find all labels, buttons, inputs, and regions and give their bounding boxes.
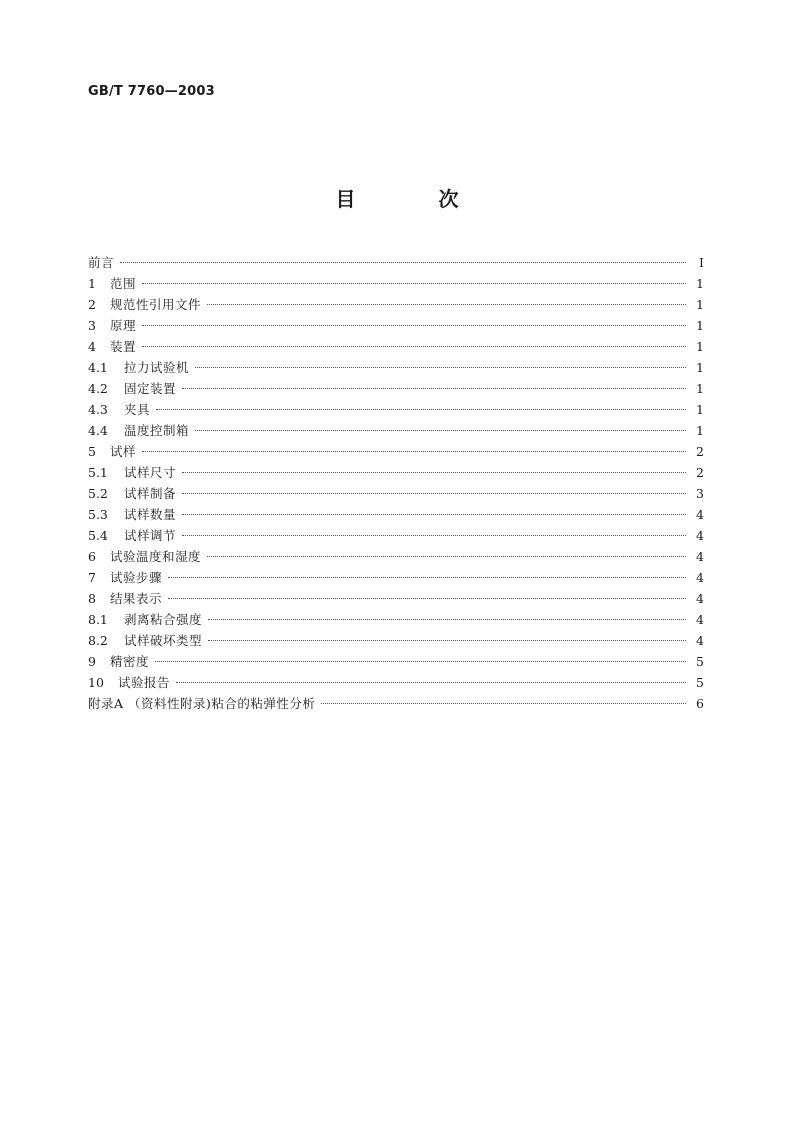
toc-dot-leader [182, 493, 686, 494]
toc-dot-leader [182, 514, 686, 515]
toc-entry[interactable] [88, 378, 704, 399]
toc-dot-leader [207, 304, 686, 305]
toc-dot-leader [182, 535, 686, 536]
toc-entry[interactable] [88, 273, 704, 294]
toc-entry-number: 10 [88, 675, 104, 690]
toc-entry[interactable] [88, 588, 704, 609]
toc-entry-page: 1 [696, 318, 704, 333]
toc-entry-label: 夹具 [124, 402, 151, 417]
toc-entry[interactable] [88, 483, 704, 504]
toc-entry-page: 1 [696, 381, 704, 396]
toc-entry-label: 试验报告 [118, 675, 171, 690]
toc-entry[interactable] [88, 294, 704, 315]
toc-entry-page: 1 [696, 360, 704, 375]
toc-dot-leader [182, 388, 686, 389]
toc-entry-label: 拉力试验机 [124, 360, 190, 375]
toc-entry-number: 7 [88, 570, 96, 585]
toc-entry-label: 试样尺寸 [124, 465, 177, 480]
toc-dot-leader [321, 703, 686, 704]
toc-dot-leader [142, 283, 686, 284]
toc-entry-page: 4 [696, 528, 704, 543]
toc-entry-number: 5 [88, 444, 96, 459]
toc-entry-number: 4.4 [88, 423, 108, 438]
toc-entry-label: 试验步骤 [110, 570, 163, 585]
toc-entry-label: 试样数量 [124, 507, 177, 522]
toc-dot-leader [182, 472, 686, 473]
toc-entry-label: 剥离粘合强度 [124, 612, 203, 627]
toc-entry[interactable] [88, 651, 704, 672]
toc-entry-number: 9 [88, 654, 96, 669]
toc-entry-page: I [699, 255, 704, 270]
toc-entry-page: 4 [696, 633, 704, 648]
toc-dot-leader [207, 556, 686, 557]
toc-entry-label: 规范性引用文件 [110, 297, 202, 312]
toc-entry-number: 8.2 [88, 633, 108, 648]
toc-entry[interactable] [88, 525, 704, 546]
toc-entry-label: 试样调节 [124, 528, 177, 543]
standard-code: GB/T 7760—2003 [88, 84, 215, 99]
table-of-contents [88, 252, 704, 714]
toc-entry[interactable] [88, 252, 704, 273]
toc-entry[interactable] [88, 420, 704, 441]
toc-entry-label: 结果表示 [110, 591, 163, 606]
toc-entry-page: 4 [696, 591, 704, 606]
toc-entry-page: 1 [696, 402, 704, 417]
toc-entry-label: 精密度 [110, 654, 150, 669]
toc-entry-page: 1 [696, 339, 704, 354]
toc-entry-page: 5 [696, 675, 704, 690]
toc-entry-number: 4.2 [88, 381, 108, 396]
toc-entry-page: 4 [696, 549, 704, 564]
toc-entry-label: 试样制备 [124, 486, 177, 501]
toc-entry-label: 试样 [110, 444, 137, 459]
toc-entry-page: 1 [696, 276, 704, 291]
toc-dot-leader [176, 682, 686, 683]
toc-dot-leader [142, 346, 686, 347]
toc-entry-number: 3 [88, 318, 96, 333]
toc-dot-leader [195, 430, 686, 431]
toc-entry[interactable] [88, 609, 704, 630]
toc-entry-page: 2 [696, 444, 704, 459]
toc-entry-page: 6 [696, 696, 704, 711]
toc-entry-number: 5.4 [88, 528, 108, 543]
toc-dot-leader [208, 640, 686, 641]
toc-entry[interactable] [88, 357, 704, 378]
toc-dot-leader [208, 619, 686, 620]
toc-entry-page: 1 [696, 297, 704, 312]
toc-entry-number: 5.1 [88, 465, 108, 480]
toc-entry-label: 试样破坏类型 [124, 633, 203, 648]
toc-dot-leader [142, 451, 686, 452]
toc-entry-number: 6 [88, 549, 96, 564]
toc-entry[interactable] [88, 546, 704, 567]
toc-entry[interactable] [88, 399, 704, 420]
toc-entry-page: 4 [696, 612, 704, 627]
toc-entry-label: 试验温度和湿度 [110, 549, 202, 564]
page-title: 目 次 [335, 187, 497, 211]
toc-entry[interactable] [88, 336, 704, 357]
toc-dot-leader [156, 409, 686, 410]
toc-entry-number: 4.3 [88, 402, 108, 417]
toc-entry-number: 8 [88, 591, 96, 606]
toc-entry-page: 4 [696, 507, 704, 522]
toc-entry-label: 前言 [88, 255, 115, 270]
toc-entry-label: 范围 [110, 276, 137, 291]
toc-entry-label: 附录A （资料性附录)粘合的粘弹性分析 [88, 696, 316, 711]
toc-entry-label: 装置 [110, 339, 137, 354]
toc-entry[interactable] [88, 441, 704, 462]
toc-dot-leader [195, 367, 686, 368]
toc-entry-number: 5.2 [88, 486, 108, 501]
toc-entry[interactable] [88, 315, 704, 336]
toc-entry-label: 原理 [110, 318, 137, 333]
toc-entry-number: 4.1 [88, 360, 108, 375]
toc-entry-number: 8.1 [88, 612, 108, 627]
toc-entry-number: 1 [88, 276, 96, 291]
toc-entry-page: 4 [696, 570, 704, 585]
toc-entry-page: 1 [696, 423, 704, 438]
toc-entry-number: 4 [88, 339, 96, 354]
toc-dot-leader [155, 661, 686, 662]
toc-entry[interactable] [88, 672, 704, 693]
toc-dot-leader [120, 262, 686, 263]
toc-entry[interactable] [88, 567, 704, 588]
toc-dot-leader [142, 325, 686, 326]
toc-entry-page: 2 [696, 465, 704, 480]
toc-entry[interactable] [88, 462, 704, 483]
toc-entry-label: 固定装置 [124, 381, 177, 396]
toc-entry-number: 5.3 [88, 507, 108, 522]
toc-entry[interactable] [88, 630, 704, 651]
toc-entry-page: 3 [696, 486, 704, 501]
toc-entry-number: 2 [88, 297, 96, 312]
toc-entry[interactable] [88, 504, 704, 525]
toc-dot-leader [168, 577, 686, 578]
toc-entry-page: 5 [696, 654, 704, 669]
toc-entry[interactable] [88, 693, 704, 714]
toc-dot-leader [168, 598, 686, 599]
toc-entry-label: 温度控制箱 [124, 423, 190, 438]
